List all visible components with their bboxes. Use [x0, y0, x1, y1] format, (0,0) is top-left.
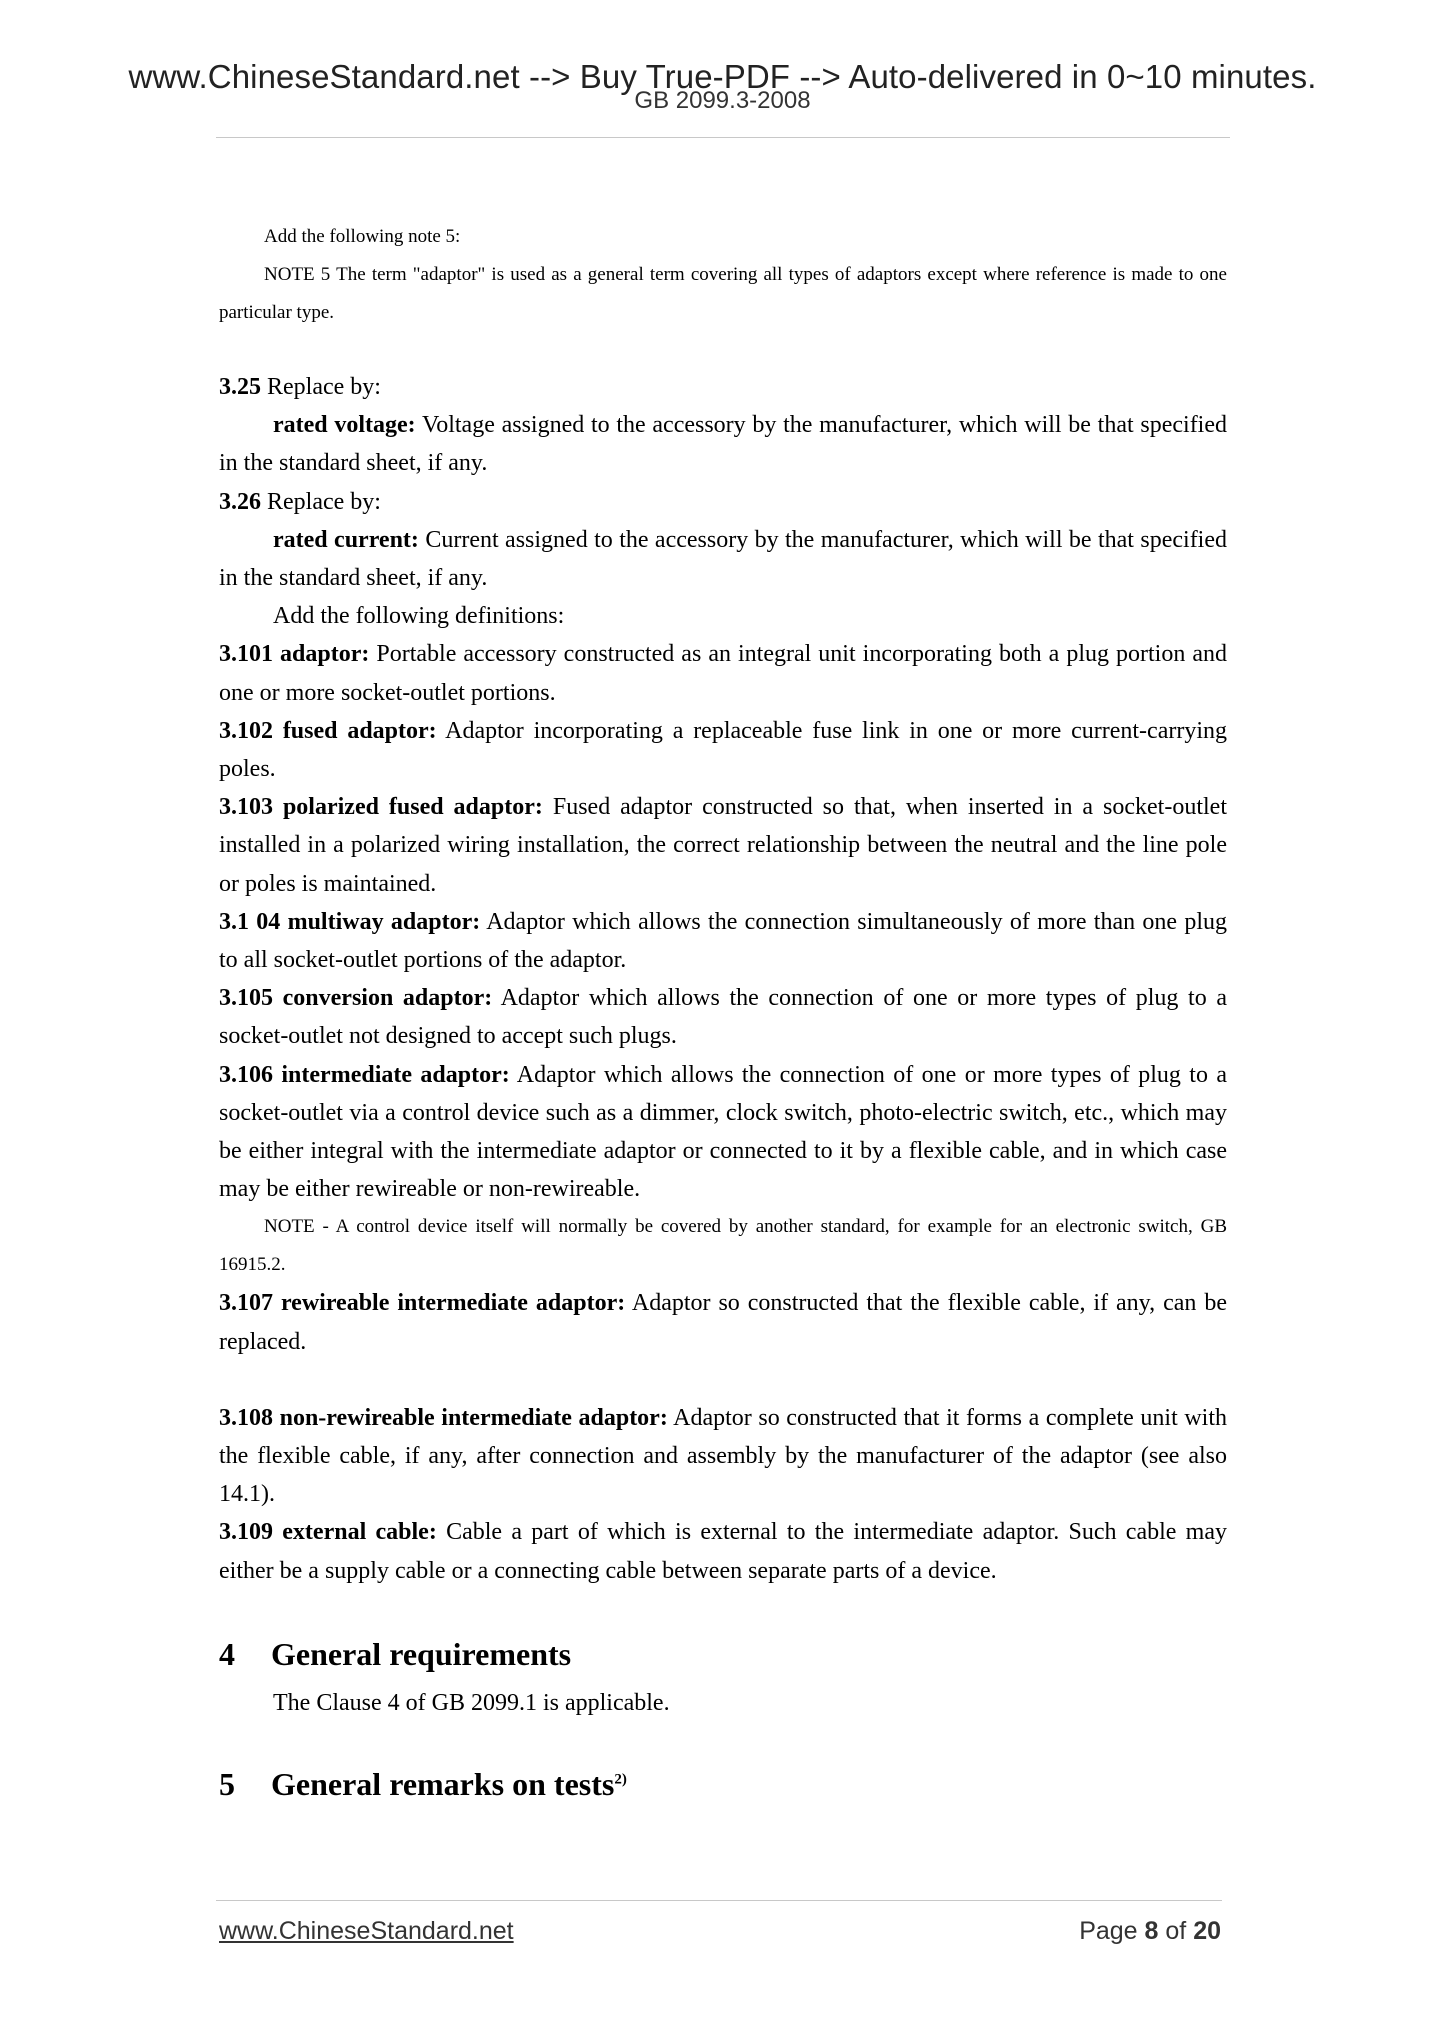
section-4-heading	[219, 1634, 1227, 1674]
footer-link[interactable]: www.ChineseStandard.net	[219, 1917, 514, 1945]
note5-text: NOTE 5 The term "adaptor" is used as a general term covering all types of adaptors except where reference is made to one particular type.	[219, 264, 1227, 323]
definition-text: Adaptor so constructed that it forms a complete unit with the flexible cable, if any, after connection and assembly by the manufacturer of the adaptor (see also 14.1).	[219, 1404, 1228, 1508]
header-banner[interactable]: www.ChineseStandard.net --> Buy True-PDF --> Auto-delivered in 0~10 minutes.	[128, 58, 1317, 95]
note5-intro	[219, 218, 1227, 256]
definition-3-104	[219, 903, 1227, 979]
page-label: Page	[1079, 1917, 1145, 1945]
term: 3.105 conversion adaptor:	[219, 985, 493, 1012]
section-number: 4	[219, 1635, 235, 1672]
definition-text: Adaptor so constructed that the flexible cable, if any, can be replaced.	[219, 1290, 1227, 1355]
clause-3-25	[219, 368, 1227, 406]
definition-text: Voltage assigned to the accessory by the manufacturer, which will be that specified in the standard sheet, if any.	[219, 412, 1228, 477]
page-total: 20	[1193, 1917, 1221, 1945]
term: 3.101 adaptor:	[219, 641, 370, 668]
note-control-device: NOTE - A control device itself will normally be covered by another standard, for example for an electronic switch, GB 16915.2.	[219, 1216, 1227, 1276]
definition-3-106	[219, 1056, 1227, 1209]
definition-text: Adaptor incorporating a replaceable fuse link in one or more current-carrying poles.	[219, 717, 1228, 783]
page-sep: of	[1158, 1917, 1194, 1945]
definition-text: Fused adaptor constructed so that, when inserted in a socket-outlet installed in a polarized wiring installation, the correct relationship between the neutral and the line pole or poles is maintained.	[219, 794, 1228, 897]
term: rated voltage:	[273, 412, 416, 439]
definition-text: Adaptor which allows the connection of one or more types of plug to a socket-outlet via a control device such as a dimmer, clock switch, photo-electric switch, etc., which may be either integral with the intermediate adaptor or connected to it by a flexible cable, and in which case may be either rewireable or non-rewireable.	[219, 1061, 1227, 1203]
definition-3-103	[219, 788, 1227, 903]
definition-text: Current assigned to the accessory by the manufacturer, which will be that specified in the standard sheet, if any.	[219, 526, 1228, 592]
spacer	[219, 332, 1227, 368]
clause-3-26	[219, 483, 1227, 521]
note5-intro-text: Add the following note 5:	[264, 226, 461, 247]
clause-number: 3.26	[219, 488, 261, 515]
definition-rated-current	[219, 521, 1227, 597]
section-5-heading	[219, 1764, 1227, 1804]
footer-divider	[216, 1900, 1222, 1901]
spacer	[219, 1361, 1227, 1399]
footnote-ref[interactable]: 2)	[614, 1771, 627, 1788]
definition-text: Adaptor which allows the connection simultaneously of more than one plug to all socket-outlet portions of the adaptor.	[219, 908, 1228, 974]
term: 3.106 intermediate adaptor:	[219, 1061, 510, 1088]
clause-number: 3.25	[219, 374, 261, 400]
definition-3-108	[219, 1399, 1227, 1514]
definition-text: Adaptor which allows the connection of one or more types of plug to a socket-outlet not designed to accept such plugs.	[219, 985, 1227, 1050]
page-current: 8	[1144, 1917, 1159, 1945]
definition-3-102	[219, 712, 1227, 788]
definition-3-107	[219, 1284, 1227, 1360]
page-content	[219, 218, 1227, 1804]
term: 3.103 polarized fused adaptor:	[219, 794, 543, 821]
section-title: General remarks on tests	[271, 1766, 615, 1803]
clause-text: Replace by:	[261, 374, 381, 400]
term: 3.102 fused adaptor:	[219, 717, 437, 744]
term: 3.109 external cable:	[219, 1519, 437, 1546]
spacer	[219, 1722, 1227, 1764]
definition-3-105	[219, 979, 1227, 1055]
definition-3-101	[219, 635, 1227, 711]
definition-3-109	[219, 1513, 1227, 1589]
term: rated current:	[273, 526, 419, 553]
definition-text: Portable accessory constructed as an integral unit incorporating both a plug portion and one or more socket-outlet portions.	[219, 641, 1227, 706]
add-definitions: Add the following definitions:	[273, 603, 565, 630]
page-number	[1079, 1917, 1221, 1946]
standard-code: GB 2099.3-2008	[634, 87, 811, 114]
section-number: 5	[219, 1766, 235, 1803]
clause-text: Replace by:	[261, 488, 381, 515]
header-divider	[216, 137, 1230, 138]
section-title: General requirements	[271, 1635, 572, 1672]
term: 3.1 04 multiway adaptor:	[219, 908, 481, 935]
definition-rated-voltage	[219, 406, 1227, 482]
term: 3.108 non-rewireable intermediate adaptor:	[219, 1404, 668, 1431]
term: 3.107 rewireable intermediate adaptor:	[219, 1290, 626, 1317]
section-4-text: The Clause 4 of GB 2099.1 is applicable.	[273, 1689, 670, 1716]
spacer	[219, 1590, 1227, 1634]
definition-text: Cable a part of which is external to the intermediate adaptor. Such cable may either be a supply cable or a connecting cable between separate parts of a device.	[219, 1519, 1227, 1584]
